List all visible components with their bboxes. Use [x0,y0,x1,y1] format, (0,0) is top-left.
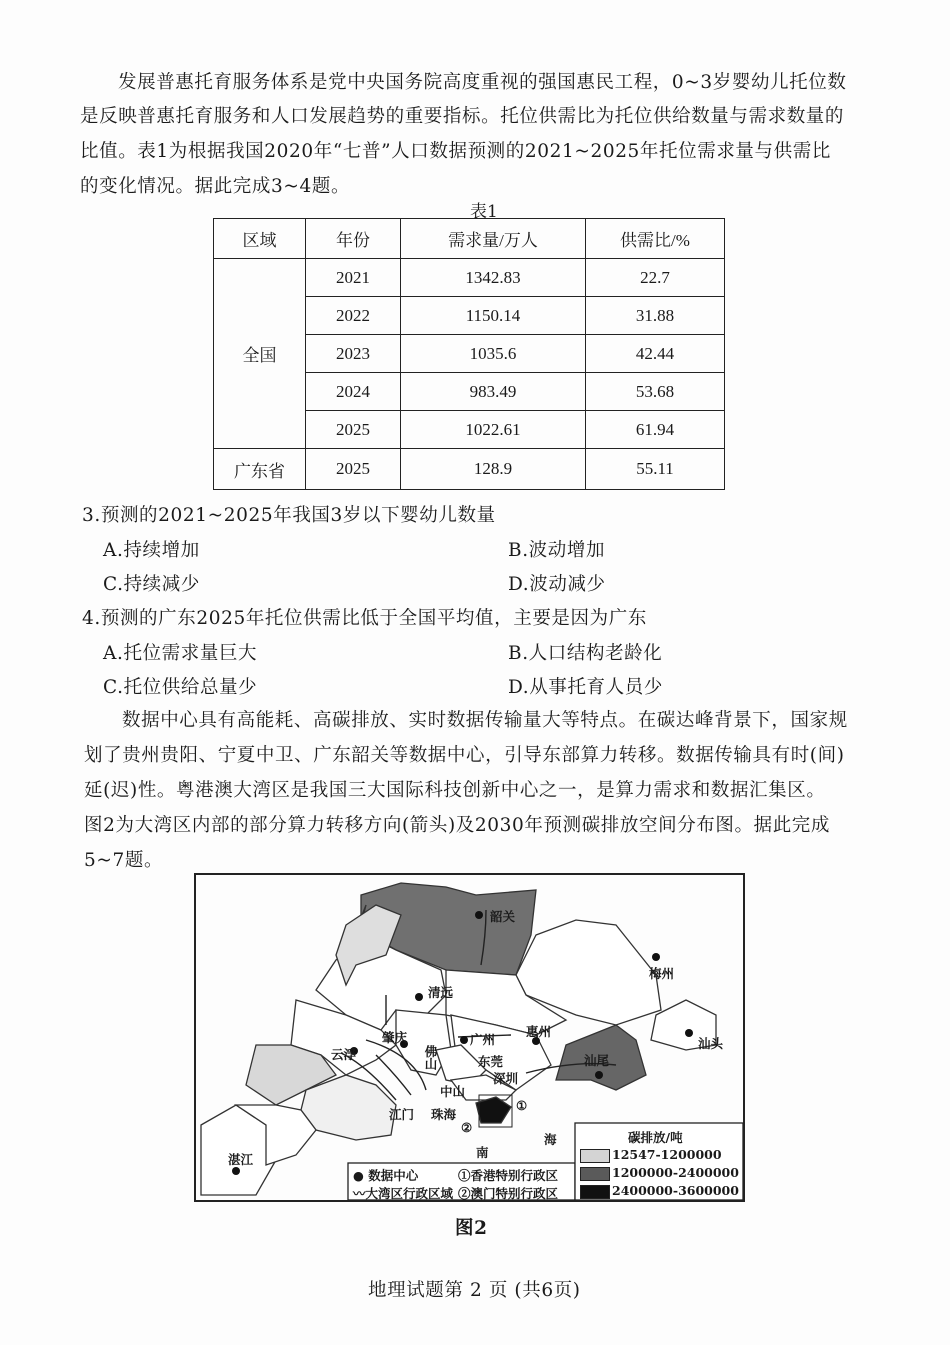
city-label: 东莞 [478,1054,504,1069]
question-stem: 3.预测的2021~2025年我国3岁以下婴幼儿数量 [82,505,496,526]
region-cell: 广东省 [214,449,306,490]
ratio-cell: 31.88 [586,297,725,335]
option-c: C.持续减少 [103,574,200,595]
col-header: 需求量/万人 [401,219,586,259]
year-cell: 2021 [306,259,401,297]
legend-class: 2400000-3600000 [612,1183,739,1198]
city-label: 湛江 [228,1152,254,1167]
city-label: 中山 [440,1084,466,1099]
option-c: C.托位供给总量少 [103,677,258,698]
table1 [213,218,725,490]
legend-title: 碳排放/吨 [628,1130,683,1145]
boundary-icon: 〰 [353,1186,366,1201]
legend-swatch [580,1167,610,1181]
option-b: B.波动增加 [508,540,606,561]
option-a: A.托位需求量巨大 [103,643,258,664]
col-header: 年份 [306,219,401,259]
city-label: 惠州 [526,1024,552,1039]
intro1-line: 的变化情况。据此完成3~4题。 [80,176,351,197]
ratio-cell: 53.68 [586,373,725,411]
city-label: 江门 [389,1107,415,1122]
intro1-line: 比值。表1为根据我国2020年“七普”人口数据预测的2021~2025年托位需求量与供需比 [80,141,831,162]
intro2-line: 图2为大湾区内部的部分算力转移方向(箭头)及2030年预测碳排放空间分布图。据此完成 [84,815,830,836]
legend-class: 1200000-2400000 [612,1165,739,1180]
table-caption: 表1 [470,202,498,222]
city-label: 汕头 [698,1036,724,1051]
option-d: D.波动减少 [508,574,606,595]
ratio-cell: 42.44 [586,335,725,373]
marker-1: ① [516,1098,528,1113]
figure-caption: 图2 [455,1218,488,1239]
city-label: 云浮 [331,1047,357,1062]
city-label: 汕尾 [584,1053,610,1068]
city-label: 肇庆 [382,1030,408,1045]
intro1-line: 是反映普惠托育服务和人口发展趋势的重要指标。托位供需比为托位供给数量与需求数量的 [80,106,845,127]
legend-datacenter: ● 数据中心 [353,1168,419,1183]
intro2-line: 数据中心具有高能耗、高碳排放、实时数据传输量大等特点。在碳达峰背景下，国家规 [122,710,848,731]
intro2-line: 划了贵州贵阳、宁夏中卫、广东韶关等数据中心，引导东部算力转移。数据传输具有时(间) [84,745,845,766]
region-cell: 全国 [214,259,306,449]
demand-cell: 1022.61 [401,411,586,449]
city-label: 佛山 [423,1045,438,1070]
demand-cell: 983.49 [401,373,586,411]
option-b: B.人口结构老龄化 [508,643,663,664]
sea-label: 南 [476,1145,489,1160]
city-label: 梅州 [649,966,675,981]
city-label: 深圳 [493,1071,519,1086]
year-cell: 2023 [306,335,401,373]
year-cell: 2024 [306,373,401,411]
legend-macau: ②澳门特别行政区 [458,1186,559,1201]
map-figure [194,873,745,1202]
legend-bayarea [353,1184,453,1202]
ratio-cell: 22.7 [586,259,725,297]
option-d: D.从事托育人员少 [508,677,663,698]
sea-label: 海 [544,1132,557,1147]
demand-cell: 128.9 [401,449,586,490]
intro2-line: 延(迟)性。粤港澳大湾区是我国三大国际科技创新中心之一，是算力需求和数据汇集区。 [84,780,826,801]
region-hongkong [476,1097,511,1123]
option-a: A.持续增加 [103,540,200,561]
demand-cell: 1035.6 [401,335,586,373]
ratio-cell: 61.94 [586,411,725,449]
marker-2: ② [461,1120,473,1135]
table-row [214,259,725,297]
page-footer: 地理试题第 2 页 (共6页) [368,1280,581,1301]
legend-swatch [580,1185,610,1199]
demand-cell: 1342.83 [401,259,586,297]
table-header-row [214,219,725,259]
table-row [214,449,725,490]
city-label: 韶关 [490,909,516,924]
year-cell: 2025 [306,449,401,490]
col-header: 区域 [214,219,306,259]
city-label: 珠海 [431,1107,457,1122]
legend-swatch [580,1149,610,1163]
legend-bayarea-label: 大湾区行政区域 [365,1186,454,1201]
legend-class: 12547-1200000 [612,1147,722,1162]
intro2-line: 5~7题。 [84,850,164,871]
intro1-line: 发展普惠托育服务体系是党中央国务院高度重视的强国惠民工程，0~3岁婴幼儿托位数 [118,72,847,93]
demand-cell: 1150.14 [401,297,586,335]
ratio-cell: 55.11 [586,449,725,490]
city-label: 清远 [428,985,454,1000]
year-cell: 2025 [306,411,401,449]
legend-hk: ①香港特别行政区 [458,1168,559,1183]
col-header: 供需比/% [586,219,725,259]
city-label: 广州 [470,1032,496,1047]
year-cell: 2022 [306,297,401,335]
question-stem: 4.预测的广东2025年托位供需比低于全国平均值，主要是因为广东 [82,608,647,629]
